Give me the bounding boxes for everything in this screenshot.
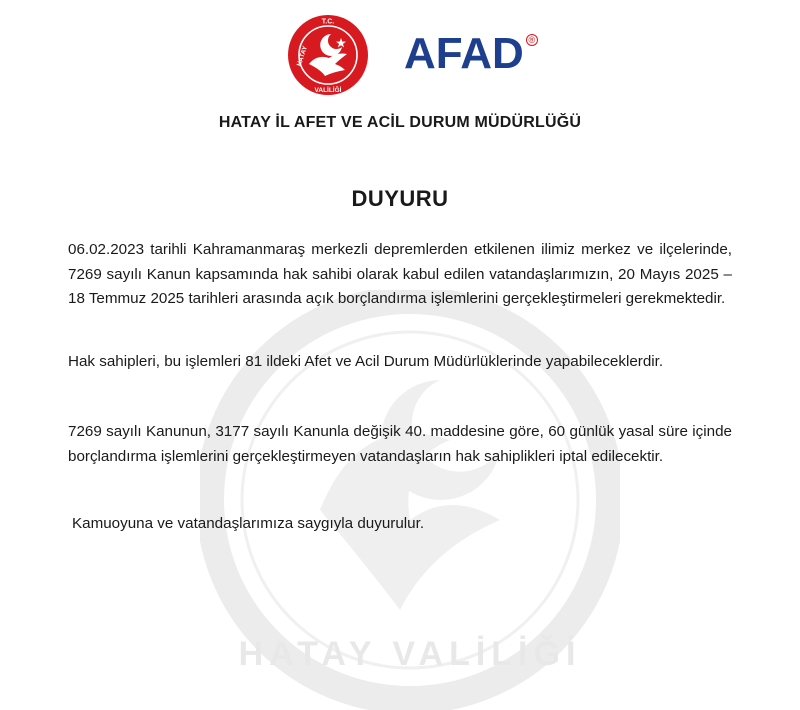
afad-logo-text: AFAD xyxy=(404,29,524,78)
hatay-valiligi-emblem xyxy=(287,14,369,96)
paragraph-1: 06.02.2023 tarihli Kahramanmaraş merkezli depremlerden etkilenen ilimiz merkez ve ilçelerinde, 7269 sayılı Kanun kapsamında hak sahibi olarak kabul edilen vatandaşlarımızın, 20 Mayıs 2025 – 18 Temmuz 2025 tarihleri arasında açık borçlandırma işlemlerini gerçekleştirmeleri gerekmektedir. xyxy=(68,241,732,307)
registered-mark: ® xyxy=(526,34,538,46)
announcement-title: DUYURU xyxy=(351,186,449,211)
emblem-top-text: HATAY xyxy=(295,45,310,68)
afad-logo xyxy=(404,28,538,88)
watermark-text: HATAY VALİLİĞİ xyxy=(238,635,582,673)
emblem-tc-text: T.C. xyxy=(321,18,335,26)
paragraph-2: Hak sahipleri, bu işlemleri 81 ildeki Afet ve Acil Durum Müdürlüklerinde yapabileceklerdir. xyxy=(68,353,664,370)
closing-statement: Kamuoyuna ve vatandaşlarımıza saygıyla duyurulur. xyxy=(72,515,425,532)
logo-row xyxy=(0,8,800,108)
organization-name: HATAY İL AFET VE ACİL DURUM MÜDÜRLÜĞÜ xyxy=(218,114,582,131)
paragraph-3: 7269 sayılı Kanunun, 3177 sayılı Kanunla değişik 40. maddesine göre, 60 günlük yasal süre içinde borçlandırma işlemlerini gerçekleştirmeyen vatandaşların hak sahiplikleri iptal edilecektir. xyxy=(68,423,732,465)
emblem-bottom-text: VALİLİĞİ xyxy=(314,87,342,94)
